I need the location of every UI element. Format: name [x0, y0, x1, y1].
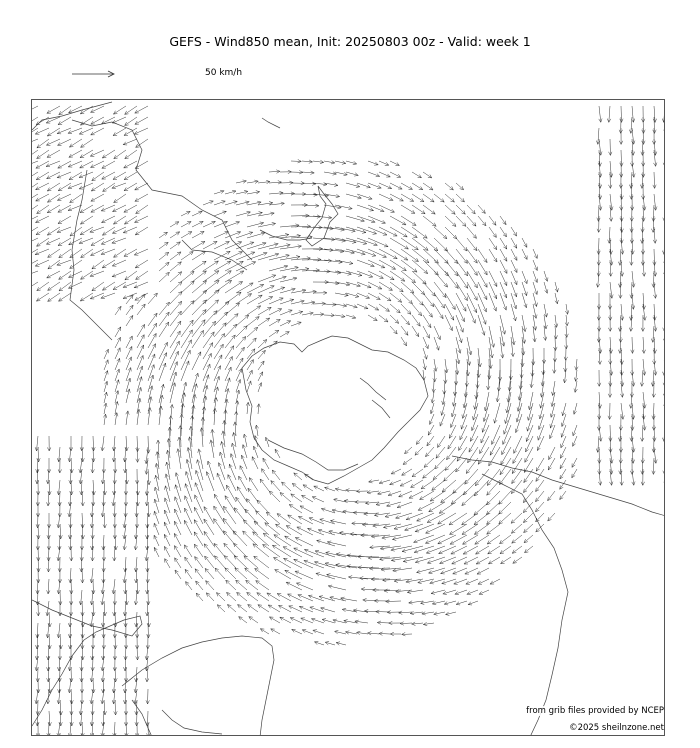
wind-scale-legend [70, 64, 290, 84]
wind-scale-label: 50 km/h [205, 68, 243, 78]
map-title: GEFS - Wind850 mean, Init: 20250803 00z - Valid: week 1 [169, 34, 531, 49]
data-source-credit: from grib files provided by NCEP [526, 706, 664, 716]
wind-vector-map [31, 99, 665, 736]
copyright-credit: ©2025 sheilnzone.net [569, 723, 664, 733]
arrow-right-icon [70, 64, 130, 84]
wind-vector-field [32, 100, 665, 736]
wind-arrows [32, 106, 665, 736]
